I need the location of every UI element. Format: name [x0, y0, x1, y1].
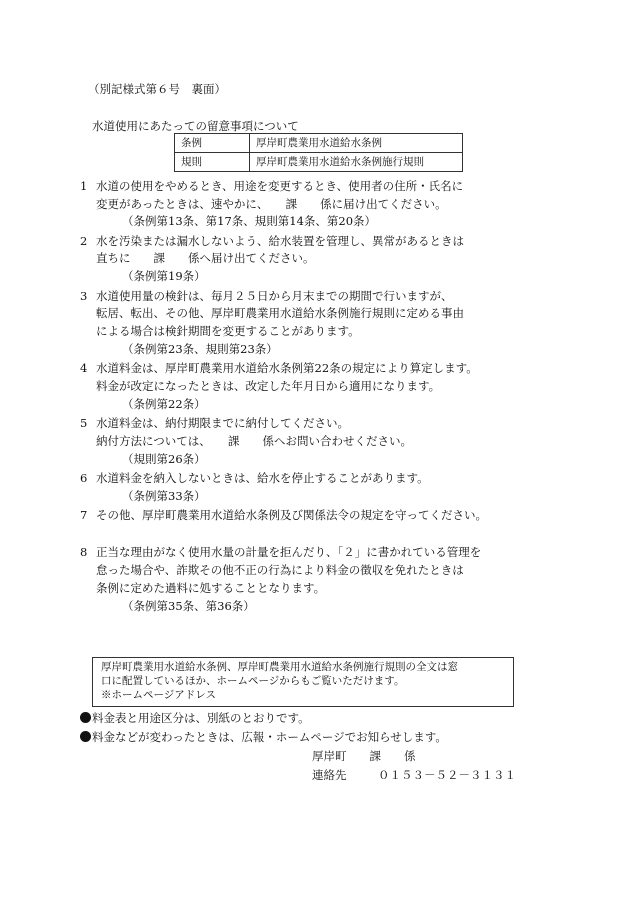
item-number: 1 — [80, 179, 88, 193]
table-row — [175, 153, 463, 172]
item-line: による場合は検針期間を変更することがあります。 — [96, 324, 360, 338]
note-line: ※ホームページアドレス — [101, 689, 216, 701]
contact-label: 連絡先 — [312, 768, 347, 782]
item-line: 納付方法については、 課 係へお問い合わせください。 — [96, 434, 413, 448]
bullet-item — [80, 712, 310, 725]
table-cell: 条例 — [175, 134, 250, 153]
bullet-text: 料金表と用途区分は、別紙のとおりです。 — [92, 711, 310, 725]
form-header: （別記様式第６号 裏面） — [88, 82, 226, 96]
item-line: 水道使用量の検針は、毎月２５日から月末までの期間で行いますが、 — [96, 289, 453, 303]
bullet-text: 料金などが変わったときは、広報・ホームページでお知らせします。 — [92, 730, 447, 744]
item-number: 5 — [80, 416, 88, 430]
note-box — [92, 657, 514, 707]
item-number: 6 — [80, 471, 88, 485]
note-line: 口に配置しているほか、ホームページからもご覧いただけます。 — [101, 675, 405, 687]
contact-phone: ０１５３－５２－３１３１ — [378, 768, 516, 782]
page-title: 水道使用にあたっての留意事項について — [92, 119, 299, 133]
reference-table — [174, 133, 463, 172]
item-reference: （規則第26条） — [122, 452, 206, 466]
item-reference: （条例第22条） — [122, 397, 206, 411]
item-reference: （条例第23条、規則第23条） — [122, 342, 278, 356]
item-line: 変更があったときは、速やかに、 課 係に届け出てください。 — [96, 197, 447, 211]
item-reference: （条例第19条） — [122, 269, 206, 283]
bullet-icon — [80, 731, 91, 742]
item-number: 7 — [80, 508, 88, 522]
item-line: 水道料金を納入しないときは、給水を停止することがあります。 — [96, 471, 429, 485]
item-line: 転居、転出、その他、厚岸町農業用水道給水条例施行規則に定める事由 — [96, 306, 464, 320]
item-line: 水道料金は、厚岸町農業用水道給水条例第22条の規定により算定します。 — [96, 361, 478, 375]
item-reference: （条例第35条、第36条） — [122, 599, 255, 613]
note-line: 厚岸町農業用水道給水条例、厚岸町農業用水道給水条例施行規則の全文は窓 — [101, 661, 458, 673]
contact-department: 厚岸町 課 係 — [312, 749, 416, 763]
item-line: 料金が改定になったときは、改定した年月日から適用になります。 — [96, 379, 441, 393]
item-number: 8 — [80, 545, 88, 559]
table-row — [175, 134, 463, 153]
bullet-icon — [80, 712, 91, 723]
item-line: その他、厚岸町農業用水道給水条例及び関係法令の規定を守ってください。 — [96, 508, 487, 522]
item-number: 4 — [80, 361, 88, 375]
item-line: 水を汚染または漏水しないよう、給水装置を管理し、異常があるときは — [96, 234, 464, 248]
item-line: 水道料金は、納付期限までに納付してください。 — [96, 416, 349, 430]
item-reference: （条例第13条、第17条、規則第14条、第20条） — [122, 214, 377, 228]
item-line: 水道の使用をやめるとき、用途を変更するとき、使用者の住所・氏名に — [96, 179, 464, 193]
table-cell: 厚岸町農業用水道給水条例 — [250, 134, 463, 153]
item-line: 正当な理由がなく使用水量の計量を拒んだり、「２」に書かれている管理を — [96, 545, 482, 559]
item-line: 怠った場合や、詐欺その他不正の行為により料金の徴収を免れたときは — [96, 563, 464, 577]
table-cell: 厚岸町農業用水道給水条例施行規則 — [250, 153, 463, 172]
table-cell: 規則 — [175, 153, 250, 172]
item-number: 2 — [80, 234, 88, 248]
bullet-item — [80, 731, 447, 744]
item-number: 3 — [80, 289, 88, 303]
item-reference: （条例第33条） — [122, 489, 206, 503]
item-line: 条例に定めた過料に処することとなります。 — [96, 581, 326, 595]
item-line: 直ちに 課 係へ届け出てください。 — [96, 251, 315, 265]
